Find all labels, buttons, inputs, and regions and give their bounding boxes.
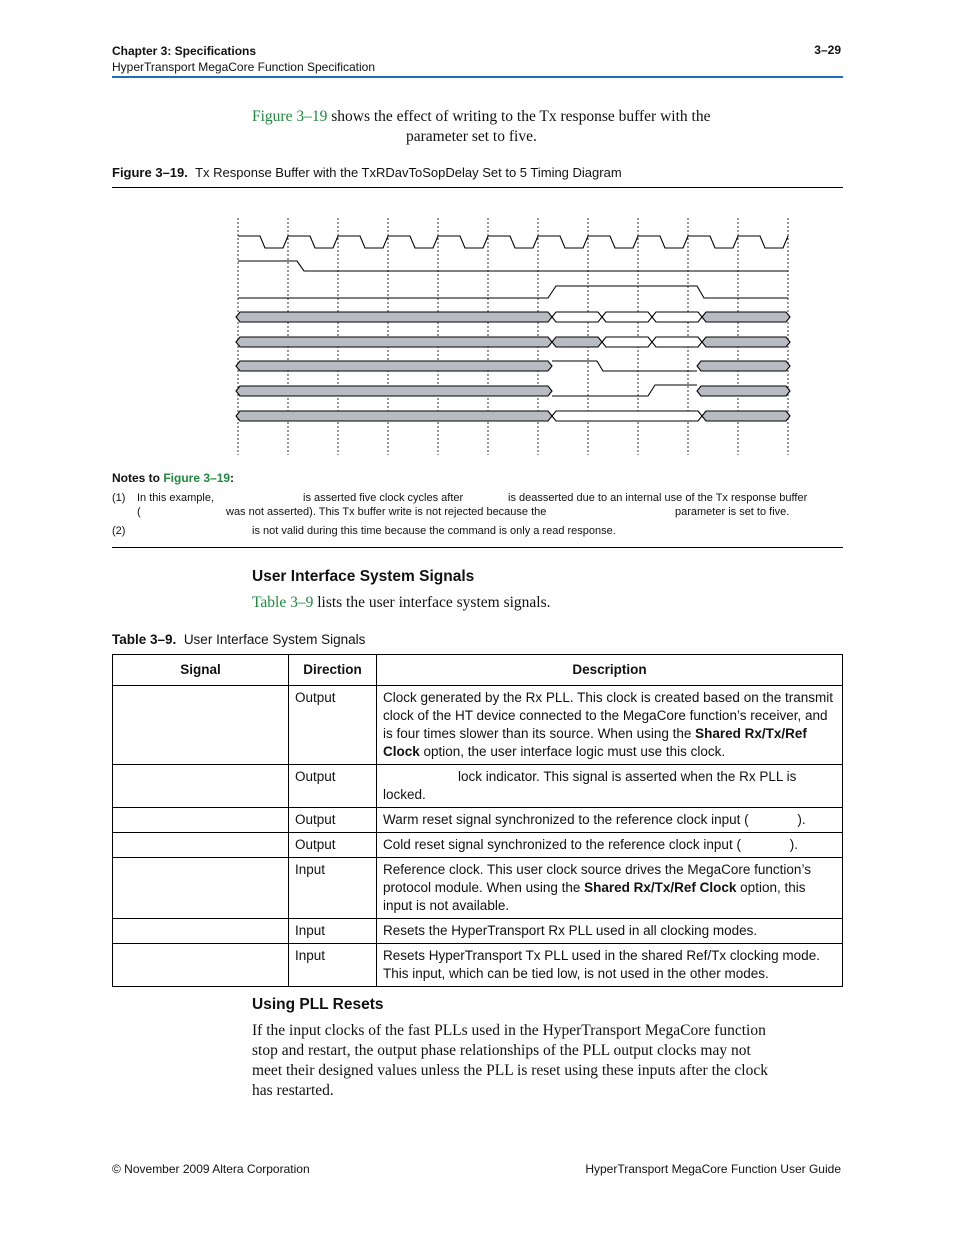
note-2-number: (2) xyxy=(112,525,126,537)
table-row xyxy=(113,765,843,808)
data-bus-5 xyxy=(236,411,552,421)
description-cell: Clock generated by the Rx PLL. This clock is created based on the transmit clock of the HT device connected to the MegaCore function’s receiver, and is four times slower than its source. When using the Shared Rx/Tx/Ref Clock option, the user interface logic must use this clock. xyxy=(377,686,843,765)
signal-cell xyxy=(113,808,289,833)
control-waveform-1 xyxy=(238,261,788,271)
intro-text-1: shows the effect of writing to the Tx response buffer with the xyxy=(327,108,711,125)
data-bus-2 xyxy=(602,337,652,347)
direction-cell: Output xyxy=(289,765,377,808)
direction-cell: Input xyxy=(289,858,377,919)
data-bus-1 xyxy=(552,312,602,322)
waveforms xyxy=(236,236,790,421)
notes-figure-link[interactable]: Figure 3–19 xyxy=(163,471,231,485)
description-cell: Resets the HyperTransport Rx PLL used in all clocking modes. xyxy=(377,919,843,944)
data-bus-4 xyxy=(236,386,552,396)
direction-cell: Input xyxy=(289,919,377,944)
table-row xyxy=(113,808,843,833)
pll-resets-paragraph: If the input clocks of the fast PLLs used in the HyperTransport MegaCore function stop and restart, the output phase relationships of the PLL output clocks may not meet their designed values unless the PLL is reset using these inputs after the clock has restarted. xyxy=(252,1022,768,1099)
description-cell: Reference clock. This user clock source drives the MegaCore function’s protocol module. When using the Shared Rx/Tx/Ref Clock option, this input is not available. xyxy=(377,858,843,919)
signal-cell xyxy=(113,833,289,858)
intro-text-2: parameter set to five. xyxy=(406,128,537,145)
data-bus-2 xyxy=(236,337,552,347)
header-signal: Signal xyxy=(113,655,289,686)
header-description: Description xyxy=(377,655,843,686)
chapter-title: Chapter 3: Specifications xyxy=(112,44,257,58)
section-heading-pll-resets: Using PLL Resets xyxy=(252,996,384,1013)
table-link[interactable]: Table 3–9 xyxy=(252,594,314,611)
control-waveform-2 xyxy=(238,286,788,298)
notes-bottom-rule xyxy=(112,547,843,548)
data-bus-1 xyxy=(652,312,702,322)
data-bus-4-tail xyxy=(552,385,697,396)
direction-cell: Output xyxy=(289,808,377,833)
figure-link[interactable]: Figure 3–19 xyxy=(252,108,328,125)
data-bus-3 xyxy=(697,361,790,371)
data-bus-1 xyxy=(236,312,552,322)
header-direction: Direction xyxy=(289,655,377,686)
table-row xyxy=(113,944,843,987)
description-cell: Cold reset signal synchronized to the reference clock input ( ). xyxy=(377,833,843,858)
description-cell: Resets HyperTransport Tx PLL used in the shared Ref/Tx clocking mode. This input, which can be tied low, is not used in the other modes. xyxy=(377,944,843,987)
footer-right: HyperTransport MegaCore Function User Guide xyxy=(585,1162,841,1176)
description-cell: Warm reset signal synchronized to the reference clock input ( ). xyxy=(377,808,843,833)
data-bus-1 xyxy=(702,312,790,322)
signal-cell xyxy=(113,765,289,808)
signal-cell xyxy=(113,919,289,944)
signal-cell xyxy=(113,686,289,765)
document-subtitle: HyperTransport MegaCore Function Specification xyxy=(112,60,376,74)
data-bus-1 xyxy=(602,312,652,322)
table-row xyxy=(113,919,843,944)
section-heading-user-interface: User Interface System Signals xyxy=(252,568,475,585)
direction-cell: Output xyxy=(289,833,377,858)
data-bus-5 xyxy=(552,411,702,421)
data-bus-3-tail xyxy=(552,361,697,371)
figure-label: Figure 3–19. xyxy=(112,165,188,180)
page-number: 3–29 xyxy=(814,43,841,57)
table-header-row xyxy=(113,655,843,686)
footer-left: © November 2009 Altera Corporation xyxy=(112,1162,310,1176)
timing-diagram xyxy=(0,0,954,470)
data-bus-5 xyxy=(702,411,790,421)
figure-title: Tx Response Buffer with the TxRDavToSopDelay Set to 5 Timing Diagram xyxy=(195,165,622,180)
table-title: User Interface System Signals xyxy=(183,632,366,647)
data-bus-2 xyxy=(652,337,702,347)
direction-cell: Input xyxy=(289,944,377,987)
signal-cell xyxy=(113,944,289,987)
data-bus-2 xyxy=(702,337,790,347)
notes-heading: Notes to Figure 3–19: xyxy=(112,471,235,485)
table-caption xyxy=(112,632,365,647)
data-bus-2 xyxy=(552,337,602,347)
direction-cell: Output xyxy=(289,686,377,765)
table-row xyxy=(113,833,843,858)
data-bus-3 xyxy=(236,361,552,371)
note-1-number: (1) xyxy=(112,492,126,504)
table-label: Table 3–9. xyxy=(112,632,177,647)
clock-waveform xyxy=(238,236,788,248)
section1-paragraph: Table 3–9 lists the user interface system signals. xyxy=(252,594,551,611)
data-bus-4 xyxy=(697,386,790,396)
description-cell: lock indicator. This signal is asserted when the Rx PLL is locked. xyxy=(377,765,843,808)
table-row xyxy=(113,858,843,919)
signal-cell xyxy=(113,858,289,919)
table-row xyxy=(113,686,843,765)
signals-table xyxy=(112,654,843,987)
